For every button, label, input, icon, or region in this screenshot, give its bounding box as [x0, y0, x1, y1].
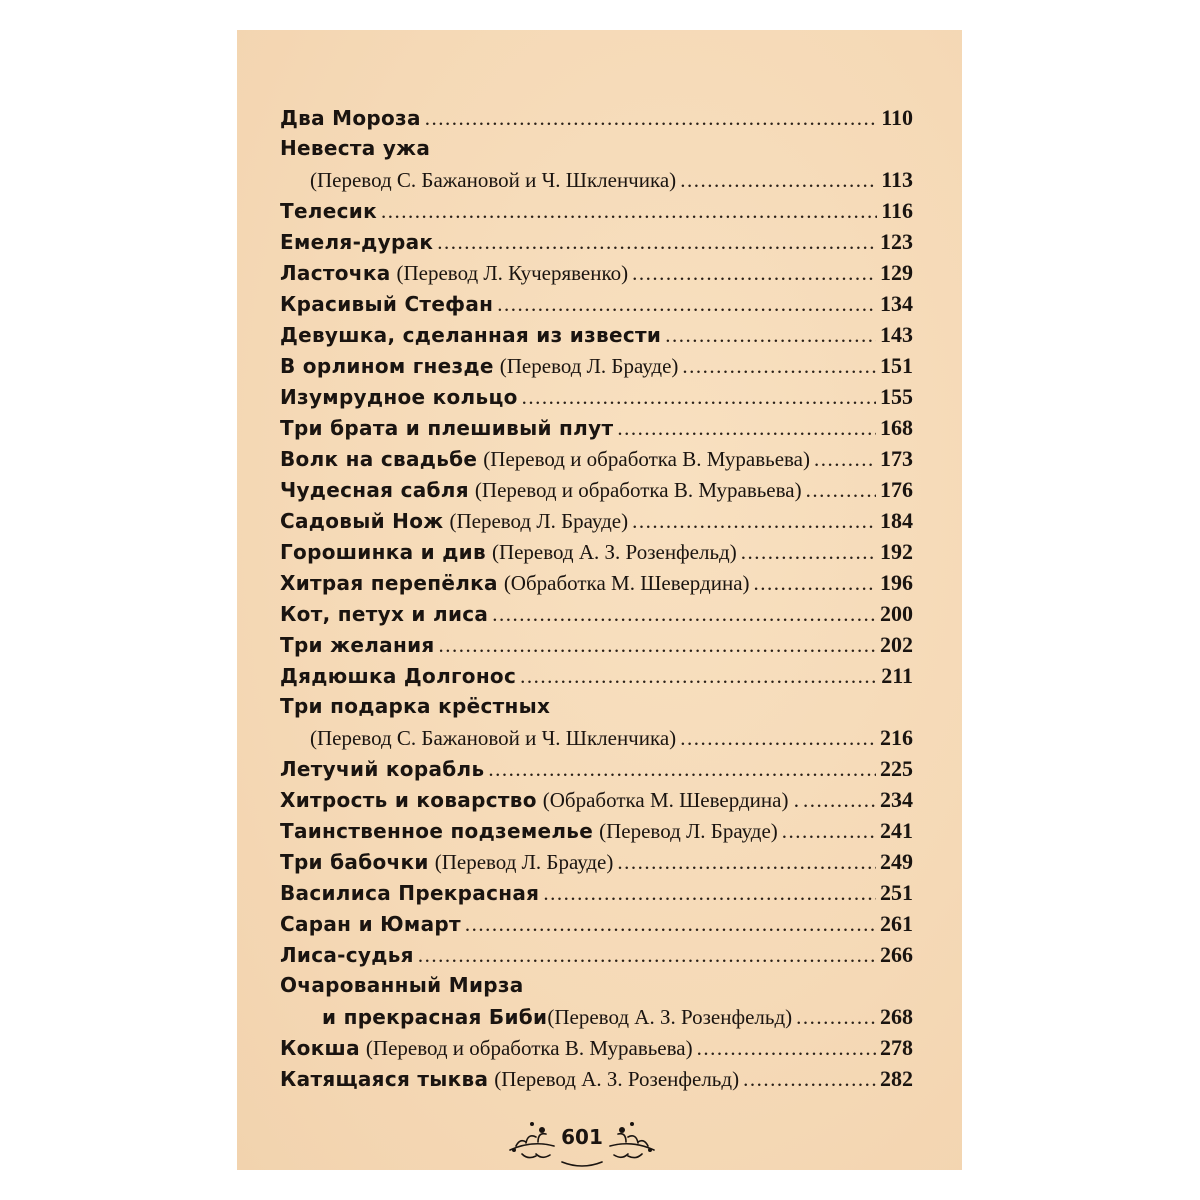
dot-leader — [796, 1002, 876, 1033]
toc-entry-title: Невеста ужа — [280, 136, 431, 160]
toc-entry — [280, 319, 913, 350]
dot-leader — [543, 878, 876, 909]
toc-entry — [280, 877, 913, 908]
toc-entry — [280, 536, 913, 567]
toc-entry-page-number: 211 — [881, 663, 913, 688]
toc-entry-title: Девушка, сделанная из извести — [280, 323, 662, 347]
toc-entry — [280, 691, 913, 722]
page-number: 601 — [561, 1125, 603, 1149]
toc-entry — [280, 629, 913, 660]
toc-entry-page-number: 173 — [880, 446, 913, 471]
dot-leader — [680, 165, 877, 196]
toc-entry-page-number: 249 — [880, 849, 913, 874]
toc-entry — [280, 815, 913, 846]
toc-entry-translator-note: (Перевод А. З. Розенфельд) — [547, 1005, 793, 1029]
toc-entry — [280, 846, 913, 877]
dot-leader — [520, 661, 877, 692]
dot-leader — [682, 351, 876, 382]
toc-entry-title: Три бабочки — [280, 850, 429, 874]
toc-entry-title: Три брата и плешивый плут — [280, 416, 614, 440]
toc-entry-translator-note: (Обработка М. Шевердина) . — [542, 788, 799, 812]
toc-entry — [280, 505, 913, 536]
dot-leader — [617, 413, 876, 444]
dot-leader — [741, 537, 876, 568]
toc-entry-title: Чудесная сабля — [280, 478, 469, 502]
toc-entry-translator-note: (Перевод Л. Брауде) — [434, 850, 614, 874]
toc-entry — [280, 195, 913, 226]
toc-entry — [280, 939, 913, 970]
toc-entry-page-number: 241 — [880, 818, 913, 843]
toc-entry — [280, 784, 913, 815]
toc-entry-title: Изумрудное кольцо — [280, 385, 518, 409]
toc-entry — [280, 288, 913, 319]
toc-entry-title: Красивый Стефан — [280, 292, 494, 316]
toc-entry-title: Два Мороза — [280, 106, 421, 130]
toc-entry-translator-note: (Перевод и обработка В. Муравьева) — [365, 1036, 693, 1060]
toc-entry-page-number: 184 — [880, 508, 913, 533]
toc-entry-page-number: 225 — [880, 756, 913, 781]
toc-entry-title: Емеля-дурак — [280, 230, 434, 254]
dot-leader — [418, 940, 876, 971]
toc-entry-page-number: 192 — [880, 539, 913, 564]
toc-entry-translator-note: (Перевод Л. Брауде) — [599, 819, 778, 843]
dot-leader — [497, 289, 876, 320]
toc-entry — [280, 908, 913, 939]
toc-entry-page-number: 123 — [880, 229, 913, 254]
dot-leader — [754, 568, 876, 599]
toc-entry — [280, 164, 913, 195]
dot-leader — [617, 847, 876, 878]
toc-entry-title: Василиса Прекрасная — [280, 881, 540, 905]
toc-entry-page-number: 261 — [880, 911, 913, 936]
toc-entry-title: Три подарка крёстных — [280, 694, 551, 718]
toc-entry-page-number: 116 — [881, 198, 913, 223]
dot-leader — [782, 816, 876, 847]
table-of-contents — [280, 102, 913, 1094]
toc-entry — [280, 474, 913, 505]
toc-entry-page-number: 151 — [880, 353, 913, 378]
toc-entry — [280, 970, 913, 1001]
toc-entry-translator-note: (Перевод и обработка В. Муравьева) — [474, 478, 802, 502]
dot-leader — [381, 196, 877, 227]
toc-entry-page-number: 143 — [880, 322, 913, 347]
toc-entry-page-number: 110 — [881, 105, 913, 130]
toc-entry-page-number: 113 — [881, 167, 913, 192]
toc-entry-title: Катящаяся тыква — [280, 1067, 489, 1091]
toc-entry — [280, 753, 913, 784]
toc-entry-translator-note: (Перевод А. З. Розенфельд) — [494, 1067, 740, 1091]
dot-leader — [465, 909, 876, 940]
toc-entry-title: Ласточка — [280, 261, 391, 285]
toc-entry-page-number: 196 — [880, 570, 913, 595]
toc-entry-translator-note: (Перевод и обработка В. Муравьева) — [483, 447, 810, 471]
toc-entry-title: и прекрасная Биби — [322, 1005, 548, 1029]
toc-entry-page-number: 268 — [880, 1004, 913, 1029]
toc-entry-title: Кот, петух и лиса — [280, 602, 489, 626]
dot-leader — [632, 258, 876, 289]
toc-entry-page-number: 282 — [880, 1066, 913, 1091]
dot-leader — [425, 103, 877, 134]
toc-entry-title: Очарованный Мирза — [280, 973, 524, 997]
toc-entry-title: Хитрость и коварство — [280, 788, 537, 812]
toc-entry-title: Таинственное подземелье — [280, 819, 594, 843]
toc-entry-translator-note: (Перевод С. Бажановой и Ч. Шкленчика) — [310, 168, 677, 192]
toc-entry-translator-note: (Перевод Л. Брауде) — [499, 354, 679, 378]
dot-leader — [439, 630, 876, 661]
toc-entry-translator-note: (Перевод Л. Брауде) — [449, 509, 629, 533]
toc-entry-page-number: 234 — [880, 787, 913, 812]
toc-entry-translator-note: (Перевод Л. Кучерявенко) — [396, 261, 629, 285]
toc-entry — [280, 133, 913, 164]
toc-entry-page-number: 266 — [880, 942, 913, 967]
toc-entry — [280, 381, 913, 412]
toc-entry-page-number: 278 — [880, 1035, 913, 1060]
toc-entry — [280, 1063, 913, 1094]
dot-leader — [697, 1033, 876, 1064]
toc-entry — [280, 660, 913, 691]
toc-entry-page-number: 216 — [880, 725, 913, 750]
toc-entry — [280, 226, 913, 257]
toc-entry-title: Три желания — [280, 633, 435, 657]
toc-entry — [280, 567, 913, 598]
toc-entry-page-number: 155 — [880, 384, 913, 409]
dot-leader — [680, 723, 876, 754]
toc-entry — [280, 350, 913, 381]
toc-entry — [280, 598, 913, 629]
toc-entry-page-number: 200 — [880, 601, 913, 626]
dot-leader — [522, 382, 876, 413]
dot-leader — [492, 599, 876, 630]
toc-entry-translator-note: (Обработка М. Шевердина) — [503, 571, 750, 595]
toc-entry-translator-note: (Перевод С. Бажановой и Ч. Шкленчика) — [310, 726, 677, 750]
toc-entry-title: Горошинка и див — [280, 540, 486, 564]
dot-leader — [665, 320, 876, 351]
toc-entry-title: Кокша — [280, 1036, 360, 1060]
dot-leader — [437, 227, 876, 258]
dot-leader — [632, 506, 876, 537]
toc-entry-title: Летучий корабль — [280, 757, 485, 781]
dot-leader — [806, 475, 876, 506]
page-footer-ornament — [502, 1110, 662, 1170]
toc-entry-title: Садовый Нож — [280, 509, 444, 533]
toc-entry — [280, 412, 913, 443]
dot-leader — [814, 444, 876, 475]
toc-entry-page-number: 129 — [880, 260, 913, 285]
toc-entry-title: Дядюшка Долгонос — [280, 664, 517, 688]
toc-entry-title: Хитрая перепёлка — [280, 571, 498, 595]
toc-entry-title: Саран и Юмарт — [280, 912, 461, 936]
dot-leader — [488, 754, 876, 785]
book-page — [237, 30, 962, 1170]
toc-entry-page-number: 134 — [880, 291, 913, 316]
toc-entry-translator-note: (Перевод А. З. Розенфельд) — [491, 540, 737, 564]
toc-entry — [280, 443, 913, 474]
dot-leader — [803, 785, 876, 816]
toc-entry-title: Волк на свадьбе — [280, 447, 478, 471]
toc-entry — [280, 1001, 913, 1032]
toc-entry — [280, 102, 913, 133]
toc-entry — [280, 257, 913, 288]
toc-entry-page-number: 176 — [880, 477, 913, 502]
dot-leader — [743, 1064, 876, 1095]
toc-entry-page-number: 251 — [880, 880, 913, 905]
toc-entry-page-number: 202 — [880, 632, 913, 657]
toc-entry — [280, 722, 913, 753]
toc-entry-title: Телесик — [280, 199, 377, 223]
toc-entry-title: В орлином гнезде — [280, 354, 494, 378]
toc-entry — [280, 1032, 913, 1063]
toc-entry-title: Лиса-судья — [280, 943, 414, 967]
toc-entry-page-number: 168 — [880, 415, 913, 440]
